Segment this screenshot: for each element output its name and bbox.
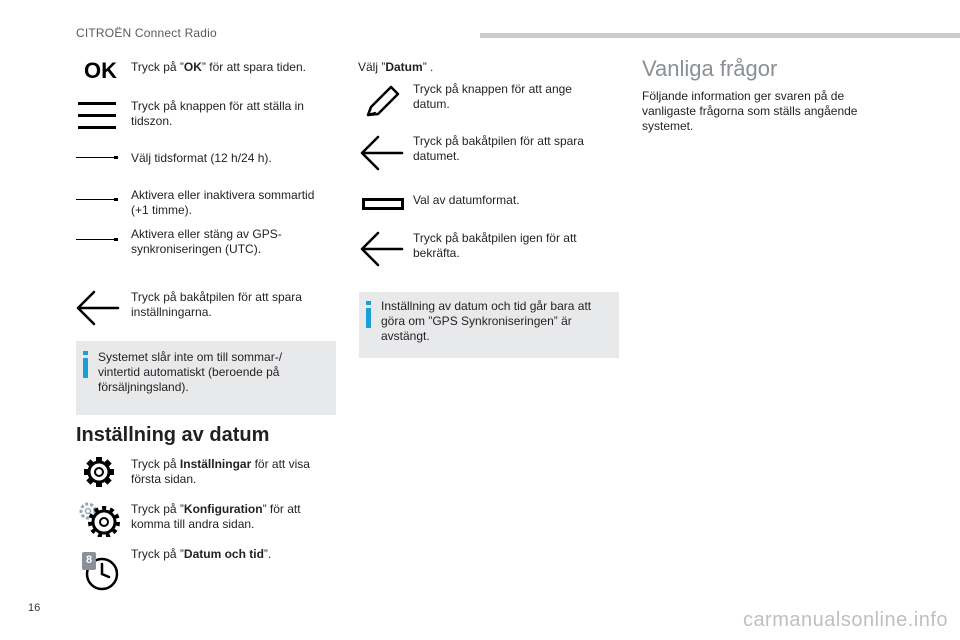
info-note-date	[359, 292, 619, 358]
double-gear-icon	[78, 501, 120, 537]
step-daylight-saving: Aktivera eller inaktivera sommartid (+1 timme).	[131, 188, 315, 217]
step-configuration: Tryck på ”Konfiguration” för att komma till andra sidan.	[131, 502, 301, 531]
page-number: 16	[28, 602, 41, 614]
menu-icon	[78, 101, 116, 131]
info-icon-bar	[366, 308, 371, 328]
line-icon	[76, 155, 120, 161]
watermark: carmanualsonline.info	[742, 609, 948, 631]
running-header: CITROËN Connect Radio	[76, 26, 217, 40]
gear-icon	[84, 457, 114, 487]
select-date-intro: Välj ”Datum” .	[358, 60, 434, 74]
step-date-format: Val av datumformat.	[413, 193, 520, 207]
header-bar	[480, 33, 960, 38]
info-note	[76, 341, 336, 415]
step-save-settings: Tryck på bakåtpilen för att spara inställningarna.	[131, 290, 302, 319]
line-icon	[76, 197, 120, 203]
faq-intro: Följande information ger svaren på de vanligaste frågorna som ställs angående systemet.	[642, 89, 858, 133]
section-heading-faq: Vanliga frågor	[642, 56, 778, 81]
step-save-time: Tryck på ”OK” för att spara tiden.	[131, 60, 306, 74]
back-arrow-icon	[360, 135, 404, 171]
info-note-date-text: Inställning av datum och tid går bara att göra om ”GPS Synkroniseringen” är avstängt.	[381, 299, 592, 343]
pencil-icon	[364, 83, 404, 119]
info-icon-dot	[366, 301, 371, 305]
step-timezone: Tryck på knappen för att ställa in tidszon.	[131, 99, 304, 128]
line-icon	[76, 237, 120, 243]
ok-icon: OK	[84, 58, 117, 83]
step-date-time: Tryck på ”Datum och tid”.	[131, 547, 272, 561]
rectangle-icon	[362, 198, 404, 212]
info-note-text: Systemet slår inte om till sommar-/ vintertid automatiskt (beroende på försäljningsland).	[98, 350, 283, 394]
info-icon-bar	[83, 358, 88, 378]
step-enter-date: Tryck på knappen för att ange datum.	[413, 82, 572, 111]
back-arrow-icon	[76, 290, 120, 326]
step-confirm: Tryck på bakåtpilen igen för att bekräfta.	[413, 231, 577, 260]
step-save-date: Tryck på bakåtpilen för att spara datumet.	[413, 134, 584, 163]
step-time-format: Välj tidsformat (12 h/24 h).	[131, 151, 272, 165]
back-arrow-icon	[360, 231, 404, 267]
step-badge: 8	[85, 554, 93, 566]
section-heading-date: Inställning av datum	[76, 424, 270, 446]
step-gps-sync: Aktivera eller stäng av GPS-synkroniseringen (UTC).	[131, 227, 282, 256]
step-settings: Tryck på Inställningar för att visa första sidan.	[131, 457, 310, 486]
info-icon-dot	[83, 351, 88, 355]
